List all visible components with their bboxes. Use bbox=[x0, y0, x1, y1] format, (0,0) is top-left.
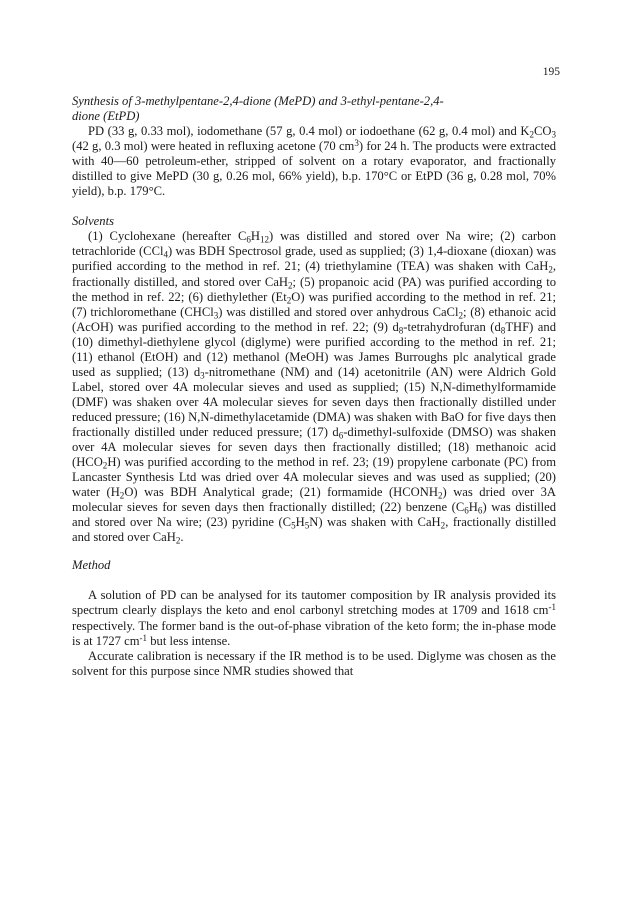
subscript: 2 bbox=[529, 129, 534, 140]
subscript: 8 bbox=[398, 325, 404, 336]
text: ) was distilled and stored over Na wire; (23) pyridine (C bbox=[72, 500, 557, 530]
subscript: 6 bbox=[338, 430, 344, 441]
subscript: 6 bbox=[477, 505, 483, 516]
subscript: 2 bbox=[437, 490, 443, 501]
text: THF) and (10) dimethyl-diethylene glycol (diglyme) were purified according to the method in ref. 21; (11) ethanol (EtOH) and (12) methanol (MeOH) was James Burroughs plc analytical grade used as supplied; (13) d bbox=[72, 319, 556, 379]
spacer bbox=[72, 199, 556, 214]
heading-line-1: Synthesis of 3-methylpentane-2,4-dione (MePD) and 3-ethyl-pentane-2,4- bbox=[72, 94, 444, 108]
subscript: 4 bbox=[163, 249, 169, 260]
text: ) was dried over 3A molecular sieves for seven days then fractionally distilled; (22) benzene (C bbox=[72, 485, 557, 515]
subscript: 2 bbox=[288, 280, 293, 291]
text: (42 g, 0.3 mol) were heated in refluxing acetone (70 cm bbox=[72, 139, 355, 154]
page-body bbox=[72, 94, 556, 679]
section-heading-solvents: Solvents bbox=[72, 214, 114, 229]
text: ; (5) propanoic acid (PA) was purified according to the method in ref. 22; (6) diethylether (Et bbox=[72, 274, 556, 304]
section-solvents bbox=[72, 214, 556, 545]
section-heading-method: Method bbox=[72, 558, 111, 573]
text: -nitromethane (NM) and (14) acetonitrile (AN) were Aldrich Gold Label, stored over 4A molecular sieves and used as supplied; (15) N,N-dimethylformamide (DMF) was shaken over 4A molecular sieves for seven days then fractionally distilled under reduced pressure; (16) N,N-dimethylacetamide (DMA) was shaken with BaO for five days then fractionally distilled under reduced pressure; (17) d bbox=[72, 364, 557, 439]
text: O) was purified according to the method in ref. 21; (7) trichloromethane (CHCl bbox=[72, 289, 556, 319]
subscript: 6 bbox=[246, 234, 251, 245]
spacer bbox=[72, 573, 556, 588]
text: , fractionally distilled, and stored over CaH bbox=[72, 259, 556, 289]
subscript: 2 bbox=[440, 520, 446, 531]
superscript: -1 bbox=[139, 632, 148, 643]
text: respectively. The former band is the out-of-phase vibration of the keto form; the in-phase mode is at 1727 cm bbox=[72, 618, 556, 648]
text: , fractionally distilled and stored over CaH bbox=[72, 515, 556, 545]
text: ) was distilled and stored over anhydrous CaCl bbox=[218, 304, 459, 319]
section-method bbox=[72, 558, 556, 678]
text: PD (33 g, 0.33 mol), iodomethane (57 g, 0.4 mol) or iodoethane (62 g, 0.4 mol) and K bbox=[88, 124, 530, 139]
text: A solution of PD can be analysed for its tautomer composition by IR analysis provided its spectrum clearly displays the keto and enol carbonyl stretching modes at 1709 and 1618 cm bbox=[72, 588, 556, 618]
subscript: 3 bbox=[213, 310, 219, 321]
subscript: 2 bbox=[102, 460, 108, 471]
text: O) was BDH Analytical grade; (21) formamide (HCONH bbox=[124, 485, 438, 500]
text: H) was purified according to the method in ref. 23; (19) propylene carbonate (PC) from Lancaster Synthesis Ltd was dried over 4A molecular sieves and was used as supplied; (20) water (H bbox=[72, 455, 556, 500]
text: -tetrahydrofuran (d bbox=[403, 319, 501, 334]
superscript: -1 bbox=[548, 602, 556, 613]
subscript: 5 bbox=[291, 520, 296, 531]
subscript: 2 bbox=[175, 535, 181, 546]
text: ) for 24 h. The products were extracted with 40—60 petroleum-ether, stripped of solvent on a rotary evaporator, and fractionally distilled to give MePD (30 g, 0.26 mol, 66% yield), b.p. 170°C or EtPD (36 g, 0.28 mol, 70% yield), b.p. 179°C. bbox=[72, 139, 556, 199]
subscript: 5 bbox=[304, 520, 310, 531]
text: H bbox=[250, 229, 260, 244]
solvents-paragraph bbox=[72, 229, 556, 545]
spacer bbox=[72, 545, 556, 558]
superscript: 3 bbox=[354, 138, 359, 149]
subscript: 2 bbox=[548, 265, 553, 275]
subscript: 12 bbox=[259, 234, 270, 245]
text: . bbox=[180, 530, 184, 545]
subscript: 2 bbox=[458, 310, 463, 321]
method-paragraph-1 bbox=[72, 588, 556, 648]
text: but less intense. bbox=[147, 633, 231, 648]
text: ; (8) ethanoic acid (AcOH) was purified according to the method in ref. 22; (9) d bbox=[72, 304, 557, 334]
text: N) was shaken with CaH bbox=[309, 515, 441, 530]
subscript: 6 bbox=[464, 505, 469, 516]
text: -dimethyl-sulfoxide (DMSO) was shaken over 4A molecular sieves for seven days then fractionally distilled; (18) methanoic acid (HCO bbox=[72, 424, 557, 470]
synthesis-paragraph bbox=[72, 124, 556, 199]
subscript: 2 bbox=[286, 295, 292, 306]
subscript: 2 bbox=[119, 490, 125, 501]
page-number: 195 bbox=[542, 66, 560, 78]
section-heading-synthesis bbox=[72, 94, 556, 124]
text: ) was BDH Spectrosol grade, used as supplied; (3) 1,4-dioxane (dioxan) was purified according to the method in ref. 21; (4) triethylamine (TEA) was shaken with CaH bbox=[72, 244, 556, 274]
text: ) was distilled and stored over Na wire; (2) carbon tetrachloride (CCl bbox=[72, 229, 556, 259]
subscript: 3 bbox=[551, 129, 556, 140]
subscript: 8 bbox=[500, 325, 506, 336]
text: CO bbox=[533, 124, 552, 139]
section-synthesis bbox=[72, 94, 556, 199]
heading-line-2: dione (EtPD) bbox=[72, 109, 140, 124]
method-paragraph-2: Accurate calibration is necessary if the IR method is to be used. Diglyme was chosen as the solvent for this purpose since NMR studies showed that bbox=[72, 648, 556, 678]
subscript: 3 bbox=[200, 370, 205, 381]
text: H bbox=[295, 515, 305, 530]
text: H bbox=[468, 500, 478, 515]
text: (1) Cyclohexane (hereafter C bbox=[88, 229, 247, 244]
